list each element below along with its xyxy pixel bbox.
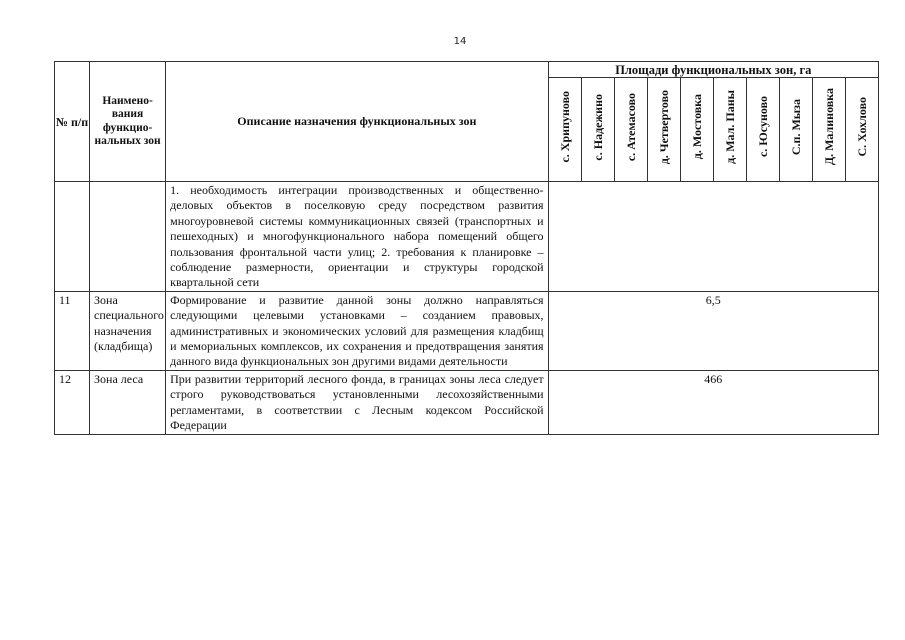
row-description: При развитии территорий лесного фонда, в границах зоны леса следует строго руководствоваться установленными лесохозяйственными регламентами, в соответствии с Лесным кодексом Российской Федерации xyxy=(166,370,548,434)
header-settlement-1: с. Хрипуново xyxy=(548,78,581,182)
row-description: 1. необходимость интеграции производственных и общественно-деловых объектов в поселковую среду посредством развития многоуровневой системы коммуникационных связей (транспортных и пешеходных) и многофункционального набора помещений общего пользования фронтальной части улиц; 2. требования к планировке – соблюдение размерности, ориентации и структуры городской квартальной сети xyxy=(166,182,548,292)
row-area: 6,5 xyxy=(548,291,878,370)
header-settlement-5: д. Мостовка xyxy=(680,78,713,182)
row-zone-name: Зона специального назначения (кладбища) xyxy=(90,291,166,370)
header-settlement-10: С. Хохлово xyxy=(845,78,878,182)
table-row xyxy=(55,182,879,292)
header-settlement-7: с. Юсуново xyxy=(746,78,779,182)
header-description: Описание назначения функциональных зон xyxy=(166,62,548,182)
page-number: 14 xyxy=(453,36,467,47)
row-zone-name xyxy=(90,182,166,292)
header-settlement-4: д. Четвертово xyxy=(647,78,680,182)
row-num: 12 xyxy=(55,370,90,434)
row-num xyxy=(55,182,90,292)
header-settlement-8: С.п. Мыза xyxy=(779,78,812,182)
header-settlement-3: с. Атемасово xyxy=(614,78,647,182)
header-zone-name: Наимено-вания функцио-нальных зон xyxy=(90,62,166,182)
row-description: Формирование и развитие данной зоны должно направляться следующими целевыми установками – созданием правовых, административных и экономических условий для размещения кладбищ и мемориальных комплексов, их сохранения и предотвращения занятия данного вида функциональных зон другими видами деятельности xyxy=(166,291,548,370)
header-settlement-2: с. Надежино xyxy=(581,78,614,182)
header-settlement-6: д. Мал. Паны xyxy=(713,78,746,182)
table-row xyxy=(55,291,879,370)
row-area xyxy=(548,182,878,292)
functional-zones-table-wrap xyxy=(54,61,879,435)
header-area-group: Площади функциональных зон, га xyxy=(548,62,878,78)
row-area: 466 xyxy=(548,370,878,434)
header-num: № п/п xyxy=(55,62,90,182)
header-settlement-9: Д. Малиновка xyxy=(812,78,845,182)
table-row xyxy=(55,370,879,434)
row-zone-name: Зона леса xyxy=(90,370,166,434)
functional-zones-table xyxy=(54,61,879,435)
row-num: 11 xyxy=(55,291,90,370)
